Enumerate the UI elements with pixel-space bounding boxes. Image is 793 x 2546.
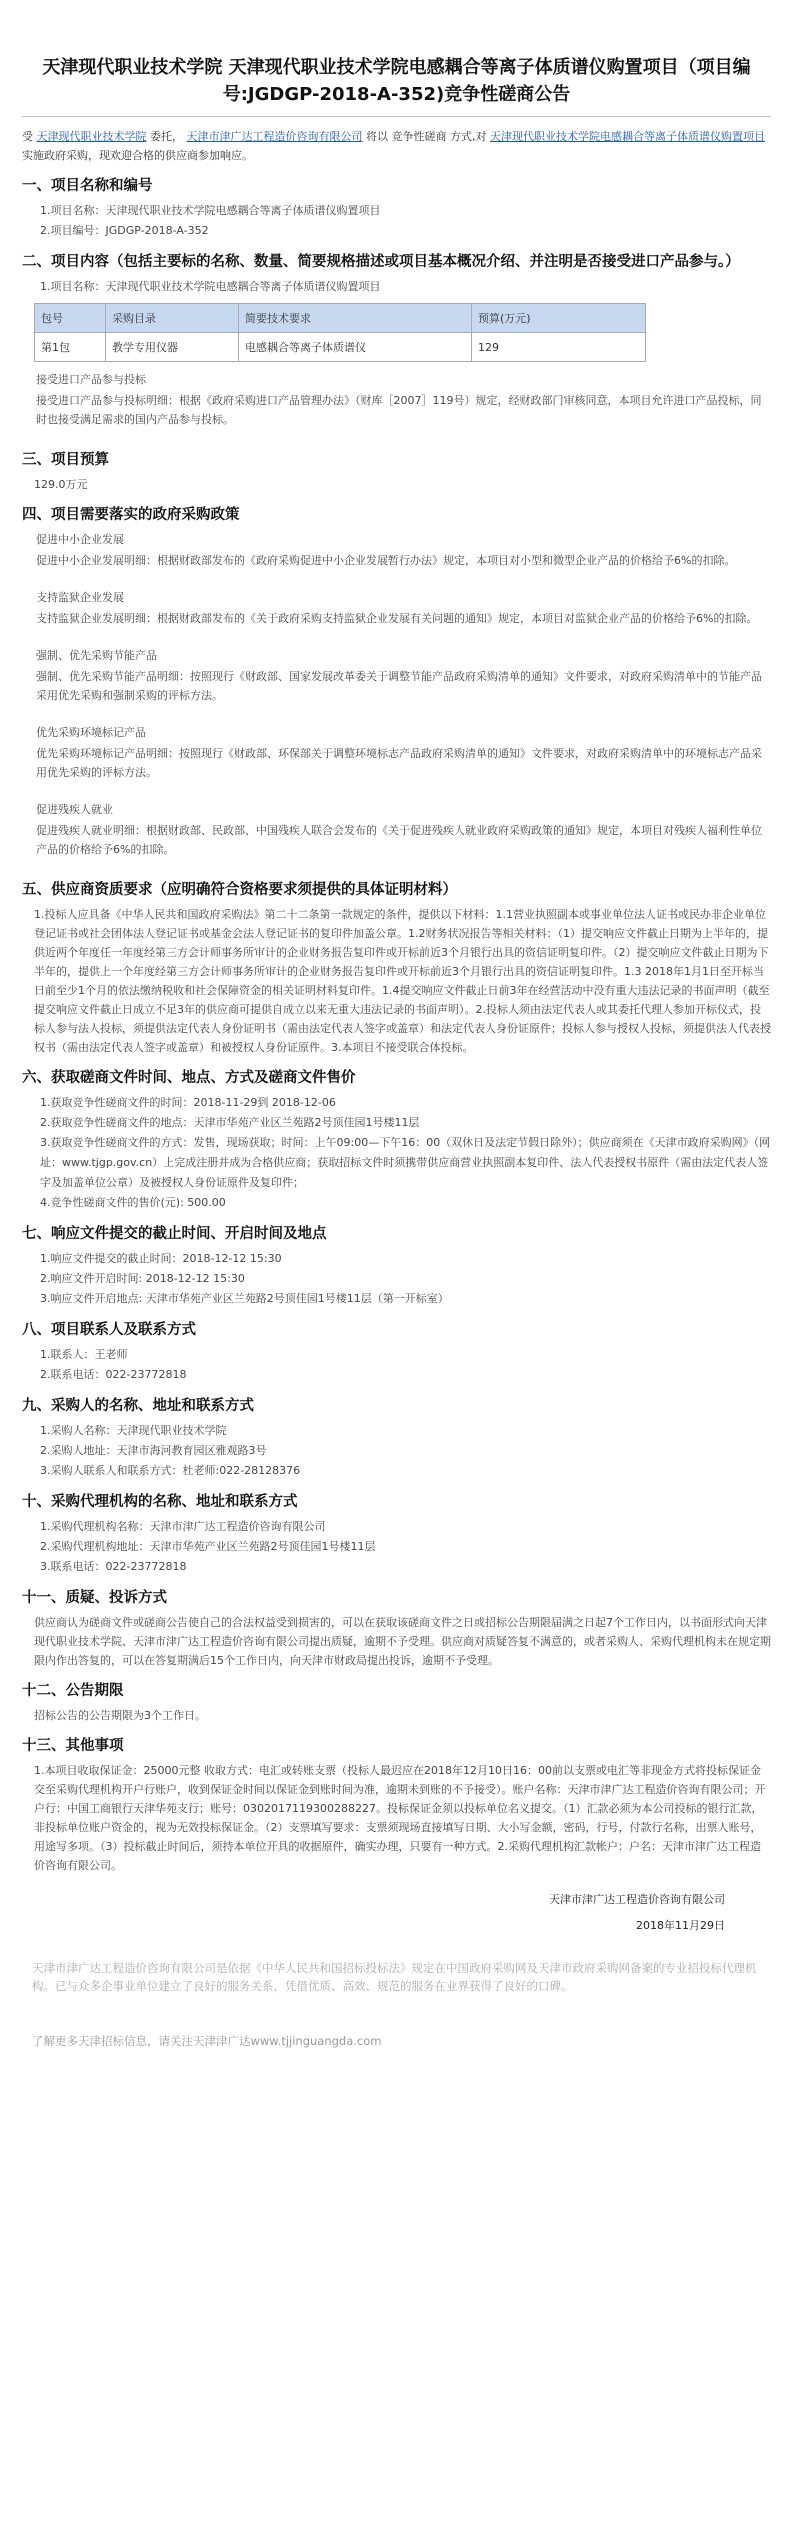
- section-4-heading: 四、项目需要落实的政府采购政策: [22, 507, 240, 523]
- intro-text-2: 委托，: [150, 130, 183, 143]
- deadline-line: 1.响应文件提交的截止时间：2018-12-12 15:30: [40, 1252, 282, 1265]
- table-row: [35, 333, 646, 362]
- policy-sme-title: 促进中小企业发展: [36, 533, 124, 546]
- doc-method-line: 3.获取竞争性磋商文件的方式：发售，现场获取；时间：上午09:00—下午16：00（双休日及法定节假日除外）；供应商须在《天津市政府采购网》（网址：www.tjgp.gov.cn）上完成注册并成为合格供应商；获取招标文件时须携带供应商营业执照副本复印件、法人代表授权书原件（需由法定代表人签字及加盖单位公章）及被授权人身份证原件及复印件；: [40, 1136, 771, 1189]
- policy-prison-detail: 支持监狱企业发展明细：根据财政部发布的《关于政府采购支持监狱企业发展有关问题的通知》规定，本项目对监狱企业产品的价格给予6%的扣除。: [36, 612, 758, 625]
- other-matters-body: 1.本项目收取保证金：25000元整 收取方式：电汇或转账支票（投标人最迟应在2018年12月10日16：00前以支票或电汇等非现金方式将投标保证金交至采购代理机构开户行账户，收到保证金时间以保证金到账时间为准，逾期未到账的不予接受）。账户名称：天津市津广达工程造价咨询有限公司；开户行：中国工商银行天津华苑支行；账号：0302017119300288227。投标保证金须以投标单位名义提交。（1）汇款必须为本公司投标的银行汇款，非投标单位账户资金的，视为无效投标保证金。（2）支票填写要求：支票须现场直接填写日期、大小写金额，密码，行号，付款行名称，出票人账号，用途写多项。（3）投标截止时间后，须持本单位开具的收据原件，确实办理，只要有一种方式。2.采购代理机构汇款帐户：户名：天津市津广达工程造价咨询有限公司。: [34, 1764, 766, 1872]
- header-cell-budget: 预算(万元): [472, 304, 646, 333]
- intro-text-3: 将以 竞争性磋商 方式,对: [366, 130, 487, 143]
- section-5-heading: 五、供应商资质要求（应明确符合资格要求须提供的具体证明材料）: [22, 882, 457, 898]
- agency-address-line: 2.采购代理机构地址：天津市华苑产业区兰苑路2号顶佳园1号楼11层: [40, 1540, 376, 1553]
- agency-phone-line: 3.联系电话：022-23772818: [40, 1560, 187, 1573]
- notice-period-line: 招标公告的公告期限为3个工作日。: [34, 1709, 206, 1722]
- policy-disabled-detail: 促进残疾人就业明细：根据财政部、民政部、中国残疾人联合会发布的《关于促进残疾人就业政府采购政策的通知》规定，本项目对残疾人福利性单位产品的价格给予6%的扣除。: [36, 824, 762, 856]
- intro-text-1: 受: [22, 130, 33, 143]
- section-1-heading: 一、项目名称和编号: [22, 178, 153, 194]
- section-6-heading: 六、获取磋商文件时间、地点、方式及磋商文件售价: [22, 1070, 356, 1086]
- section-2-heading: 二、项目内容（包括主要标的名称、数量、简要规格描述或项目基本概况介绍、并注明是否接受进口产品参与。）: [22, 254, 740, 270]
- policy-env-detail: 优先采购环境标记产品明细：按照现行《财政部、环保部关于调整环境标志产品政府采购清单的通知》文件要求，对政府采购清单中的环境标志产品采用优先采购的评标方法。: [36, 747, 762, 779]
- spacer: [22, 429, 771, 439]
- policy-sme-detail: 促进中小企业发展明细：根据财政部发布的《政府采购促进中小企业发展暂行办法》规定，本项目对小型和微型企业产品的价格给予6%的扣除。: [36, 554, 736, 567]
- contact-phone-line: 2.联系电话：022-23772818: [40, 1368, 187, 1381]
- import-title: 接受进口产品参与投标: [36, 373, 146, 386]
- policy-prison-title: 支持监狱企业发展: [36, 591, 124, 604]
- contact-person-line: 1.联系人：王老师: [40, 1348, 128, 1361]
- announcement-page: [0, 54, 793, 2546]
- complaint-body: 供应商认为磋商文件或磋商公告使自己的合法权益受到损害的，可以在获取该磋商文件之日或招标公告期限届满之日起7个工作日内，以书面形式向天津现代职业技术学院、天津市津广达工程造价咨询有限公司提出质疑，逾期不予受理。供应商对质疑答复不满意的，或者采购人、采购代理机构未在规定期限内作出答复的，可以在答复期满后15个工作日内，向天津市财政局提出投诉，逾期不予受理。: [34, 1616, 771, 1667]
- header-cell-catalog: 采购目录: [106, 304, 239, 333]
- doc-location-line: 2.获取竞争性磋商文件的地点：天津市华苑产业区兰苑路2号顶佳园1号楼11层: [40, 1116, 420, 1129]
- buyer-link[interactable]: 天津现代职业技术学院: [36, 130, 147, 143]
- cell-package: 第1包: [35, 333, 106, 362]
- section-11-heading: 十一、质疑、投诉方式: [22, 1590, 167, 1606]
- budget-value: 129.0万元: [34, 478, 88, 491]
- signature-date: 2018年11月29日: [636, 1919, 725, 1932]
- section-3-heading: 三、项目预算: [22, 452, 109, 468]
- cell-catalog: 教学专用仪器: [106, 333, 239, 362]
- doc-time-line: 1.获取竞争性磋商文件的时间：2018-11-29到 2018-12-06: [40, 1096, 336, 1109]
- footer-more-info[interactable]: 了解更多天津招标信息，请关注天津津广达www.tjjinguangda.com: [32, 2034, 382, 2048]
- project-number-line: 2.项目编号：JGDGP-2018-A-352: [40, 224, 209, 237]
- section-9-heading: 九、采购人的名称、地址和联系方式: [22, 1398, 254, 1414]
- intro-paragraph: [22, 127, 771, 165]
- project-content-name-line: 1.项目名称：天津现代职业技术学院电感耦合等离子体质谱仪购置项目: [40, 280, 381, 293]
- header-cell-package: 包号: [35, 304, 106, 333]
- agent-link[interactable]: 天津市津广达工程造价咨询有限公司: [186, 130, 363, 143]
- section-10-heading: 十、采购代理机构的名称、地址和联系方式: [22, 1494, 298, 1510]
- project-name-line: 1.项目名称：天津现代职业技术学院电感耦合等离子体质谱仪购置项目: [40, 204, 381, 217]
- opening-location-line: 3.响应文件开启地点: 天津市华苑产业区兰苑路2号顶佳园1号楼11层（第一开标室）: [40, 1292, 449, 1305]
- qualification-body: 1.投标人应具备《中华人民共和国政府采购法》第二十二条第一款规定的条件，提供以下材料：1.1营业执照副本或事业单位法人证书或民办非企业单位登记证书或社会团体法人登记证书或基金会法人登记证书的复印件加盖公章。1.2财务状况报告等相关材料：（1）提交响应文件截止日期为上半年的，提供近两个年度任一年度经第三方会计师事务所审计的企业财务报告复印件或开标前近3个月银行出具的资信证明复印件。（2）提交响应文件截止日期为下半年的，提供上一个年度经第三方会计师事务所审计的企业财务报告复印件或开标前近3个月银行出具的资信证明复印件。1.3 2018年1月1日至开标当日前至少1个月的依法缴纳税收和社会保障资金的相关证明材料复印件。1.4提交响应文件截止日前3年在经营活动中没有重大违法记录的书面声明（截至提交响应文件截止日成立不足3年的供应商可提供自成立以来无重大违法记录的书面声明）。2.投标人须由法定代表人或其委托代理人参加开标仪式，投标人参与法人投标，须提供法定代表人身份证明书（需由法定代表人签字或盖章）和法定代表人身份证原件；投标人参与授权人投标，须提供法人代表授权书（需由法定代表人签字或盖章）和被授权人身份证原件。3.本项目不接受联合体投标。: [34, 908, 771, 1054]
- policy-disabled-title: 促进残疾人就业: [36, 803, 113, 816]
- section-8-heading: 八、项目联系人及联系方式: [22, 1322, 196, 1338]
- title-divider: [22, 116, 771, 117]
- policy-energy-title: 强制、优先采购节能产品: [36, 649, 157, 662]
- signature-company: 天津市津广达工程造价咨询有限公司: [549, 1893, 725, 1906]
- cell-budget: 129: [472, 333, 646, 362]
- page-title: 天津现代职业技术学院 天津现代职业技术学院电感耦合等离子体质谱仪购置项目（项目编号:JGDGP-2018-A-352)竞争性磋商公告: [42, 57, 751, 105]
- opening-time-line: 2.响应文件开启时间: 2018-12-12 15:30: [40, 1272, 245, 1285]
- policy-env-title: 优先采购环境标记产品: [36, 726, 146, 739]
- footer-description: 天津市津广达工程造价咨询有限公司是依据《中华人民共和国招标投标法》规定在中国政府采购网及天津市政府采购网备案的专业招投标代理机构。已与众多企事业单位建立了良好的服务关系，凭借优质、高效、规范的服务在业界获得了良好的口碑。: [32, 1961, 757, 1993]
- purchaser-contact-line: 3.采购人联系人和联系方式：杜老师:022-28128376: [40, 1464, 301, 1477]
- intro-text-4: 实施政府采购，现欢迎合格的供应商参加响应。: [22, 149, 253, 162]
- section-13-heading: 十三、其他事项: [22, 1738, 124, 1754]
- purchaser-address-line: 2.采购人地址：天津市海河教育园区雅观路3号: [40, 1444, 267, 1457]
- items-table: [34, 303, 646, 362]
- doc-price-line: 4.竞争性磋商文件的售价(元): 500.00: [40, 1196, 226, 1209]
- agency-name-line: 1.采购代理机构名称：天津市津广达工程造价咨询有限公司: [40, 1520, 326, 1533]
- section-12-heading: 十二、公告期限: [22, 1683, 124, 1699]
- header-cell-requirements: 简要技术要求: [239, 304, 472, 333]
- items-table-header: [35, 304, 646, 333]
- import-detail: 接受进口产品参与投标明细：根据《政府采购进口产品管理办法》（财库［2007］119号）规定，经财政部门审核同意，本项目允许进口产品投标，同时也接受满足需求的国内产品参与投标。: [36, 394, 762, 426]
- section-7-heading: 七、响应文件提交的截止时间、开启时间及地点: [22, 1226, 327, 1242]
- cell-requirements: 电感耦合等离子体质谱仪: [239, 333, 472, 362]
- project-link[interactable]: 天津现代职业技术学院电感耦合等离子体质谱仪购置项目: [490, 130, 765, 143]
- policy-energy-detail: 强制、优先采购节能产品明细：按照现行《财政部、国家发展改革委关于调整节能产品政府采购清单的通知》文件要求，对政府采购清单中的节能产品采用优先采购和强制采购的评标方法。: [36, 670, 762, 702]
- purchaser-name-line: 1.采购人名称：天津现代职业技术学院: [40, 1424, 227, 1437]
